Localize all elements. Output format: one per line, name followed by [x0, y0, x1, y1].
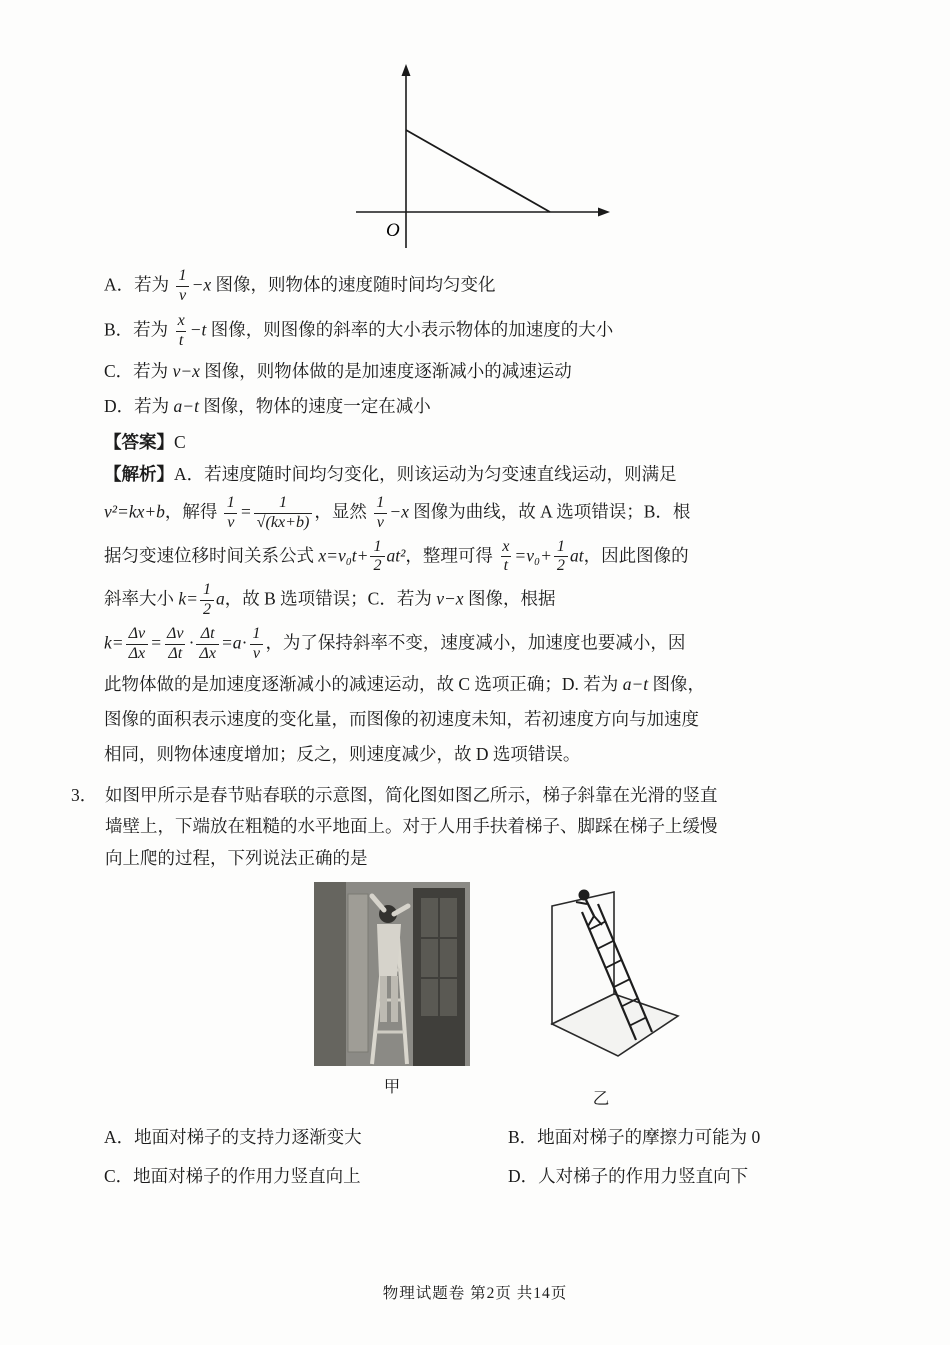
graph-origin-label: O	[386, 220, 400, 241]
q3-options-row	[104, 1162, 870, 1190]
q2-options	[104, 268, 870, 420]
q2-option-b: B．若为 $\frac{x}{t}$ −t 图像，则图像的斜率的大小表示物体的加速度的大小	[104, 311, 614, 349]
q2-option-d: D．若为 a−t 图像，物体的速度一定在减小	[104, 395, 431, 416]
ladder-photo-image	[314, 882, 470, 1066]
q3-stem-line: 如图甲所示是春节贴春联的示意图，简化图如图乙所示，梯子斜靠在光滑的竖直	[105, 784, 718, 805]
analysis-line: 斜率大小 k= $\frac{1}{2}$ a，故 B 选项错误；C．若为 v−x 图像，根据	[104, 581, 556, 619]
q3-stem	[71, 780, 870, 875]
q3-option-a: A．地面对梯子的支持力逐渐变大	[104, 1127, 362, 1148]
figure-yi-caption: 乙	[592, 1089, 610, 1109]
q3-option-c: C．地面对梯子的作用力竖直向上	[104, 1166, 361, 1187]
q2-analysis	[104, 460, 872, 768]
q3-stem-line: 向上爬的过程，下列说法正确的是	[105, 847, 368, 868]
q3-number: 3．	[71, 784, 98, 805]
analysis-line: k= $\frac{\Delta v}{\Delta x}$ = $\frac{\Delta v}{\Delta t}$ · $\frac{\Delta t}{\Delta x}$ =a· $\frac{1}{v}$ ，为了保持斜率不变，速度减小，加速度也要减小，因	[104, 625, 686, 663]
analysis-line: v²=kx+b，解得 $\frac{1}{v}$ = $\frac{1}{√(kx+b)}$ ，显然 $\frac{1}{v}$ −x 图像为曲线，故 A 选项错误；B．根	[104, 493, 691, 531]
analysis-line: 据匀变速位移时间关系公式 x=v₀t+ $\frac{1}{2}$ at²，整理可得 $\frac{x}{t}$ =v₀+ $\frac{1}{2}$ at，因此图像的	[104, 537, 689, 575]
q3-stem-text	[105, 780, 870, 875]
q3-stem-line: 墙壁上，下端放在粗糙的水平地面上。对于人用手扶着梯子、脚踩在梯子上缓慢	[105, 816, 718, 837]
question3	[0, 780, 950, 1191]
q3-figures	[24, 882, 950, 1109]
q2-option-a: A．若为 $\frac{1}{v}$ −x 图像，则物体的速度随时间均匀变化	[104, 267, 496, 304]
answer-label: 【答案】	[104, 431, 174, 452]
q2-option-c: C．若为 v−x 图像，则物体做的是加速度逐渐减小的减速运动	[104, 360, 572, 381]
question2-graph-figure	[350, 60, 618, 252]
answer-value: C	[174, 431, 186, 452]
analysis-line: 此物体做的是加速度逐渐减小的减速运动，故 C 选项正确；D. 若为 a−t 图像，	[104, 673, 705, 694]
ladder-diagram-image	[518, 882, 684, 1078]
q3-options	[104, 1123, 870, 1190]
analysis-label: 【解析】	[104, 463, 174, 484]
analysis-line: 相同，则物体速度增加；反之，则速度减少，故 D 选项错误。	[104, 743, 581, 764]
figure-jia-caption: 甲	[383, 1077, 401, 1097]
analysis-line	[104, 460, 872, 488]
question2-graph-image	[350, 60, 618, 252]
q3-option-d: D．人对梯子的作用力竖直向下	[508, 1166, 749, 1187]
analysis-line-1-text: A．若速度随时间均匀变化，则该运动为匀变速直线运动，则满足	[174, 463, 677, 484]
q3-option-b: B．地面对梯子的摩擦力可能为 0	[508, 1127, 761, 1148]
figure-jia	[314, 882, 470, 1097]
figure-yi	[518, 882, 684, 1109]
q2-answer-line	[104, 428, 870, 456]
q3-options-row	[104, 1123, 870, 1151]
page-footer: 物理试题卷 第2页 共14页	[382, 1285, 568, 1302]
analysis-line: 图像的面积表示速度的变化量，而图像的初速度未知，若初速度方向与加速度	[104, 708, 699, 729]
